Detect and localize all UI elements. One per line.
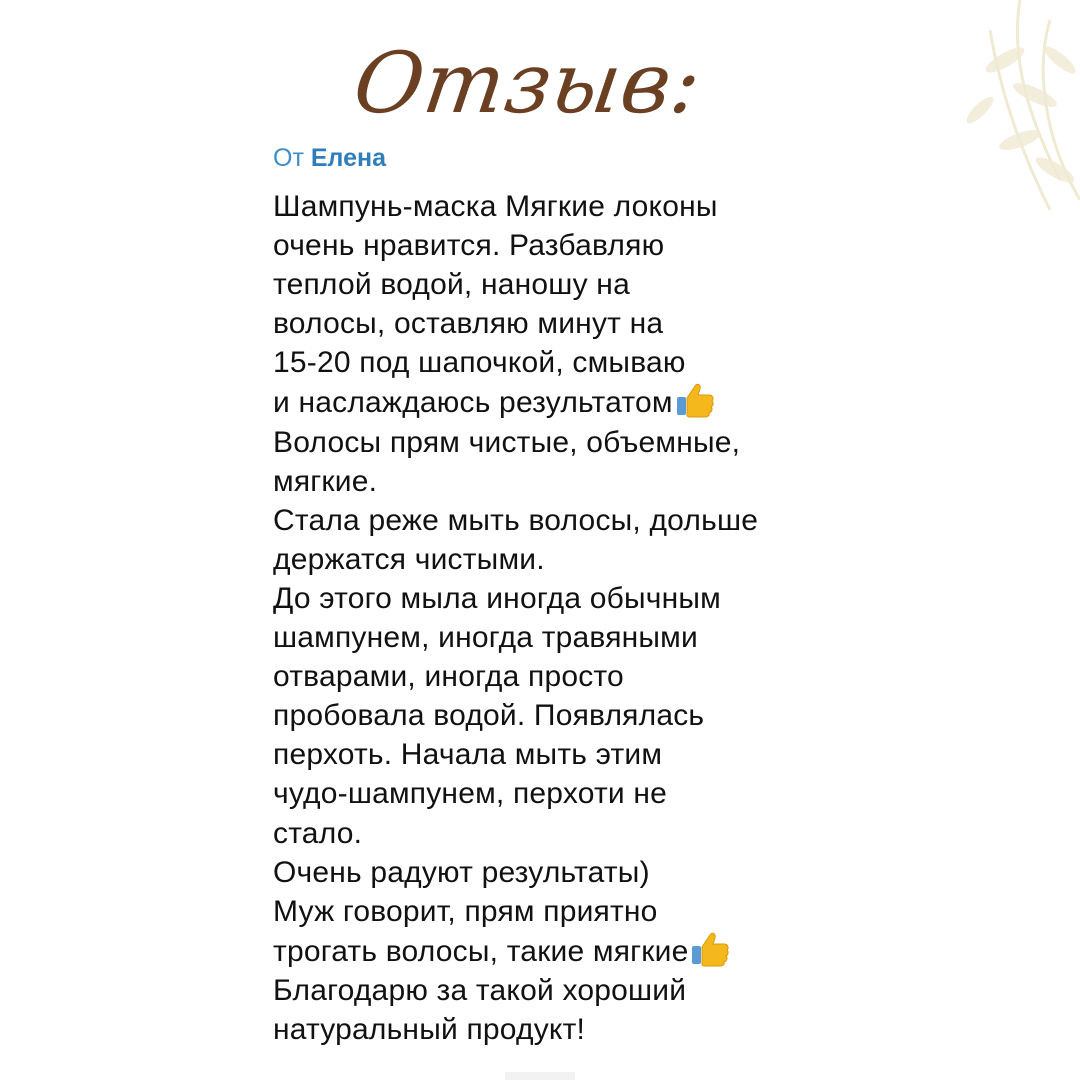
review-line-text: трогать волосы, такие мягкие [273, 934, 689, 968]
author-prefix: От [273, 144, 304, 172]
review-heading: Отзыв: [348, 34, 708, 132]
author-name: Елена [310, 144, 386, 172]
thumbs-up-icon [675, 382, 715, 418]
review-line: мягкие. [273, 464, 378, 498]
review-line: перхоть. Начала мыть этим [273, 738, 663, 772]
review-line: Очень радуют результаты) [273, 855, 650, 889]
review-line: 15-20 под шапочкой, смываю [273, 346, 686, 380]
review-line-with-emoji [273, 931, 833, 971]
review-line: шампунем, иногда травяными [273, 621, 698, 655]
review-line: Благодарю за такой хороший [273, 973, 687, 1007]
review-line: держатся чистыми. [273, 542, 545, 576]
review-line: волосы, оставляю минут на [273, 307, 664, 341]
review-line: Муж говорит, прям приятно [273, 894, 658, 928]
review-line: До этого мыла иногда обычным [273, 581, 721, 615]
review-line: натуральный продукт! [273, 1012, 586, 1046]
review-line: Стала реже мыть волосы, дольше [273, 503, 759, 537]
review-line-with-emoji [273, 382, 833, 422]
review-line: очень нравится. Разбавляю [273, 229, 665, 263]
review-text [273, 187, 833, 1049]
review-line: чудо-шампунем, перхоти не [273, 777, 668, 811]
review-line: стало. [273, 816, 363, 850]
review-line-text: и наслаждаюсь результатом [273, 386, 673, 420]
review-line: пробовала водой. Появлялась [273, 699, 705, 733]
thumbs-up-icon [690, 931, 730, 967]
review-author [273, 141, 386, 175]
decorative-plant-background [820, 0, 1080, 300]
review-line: Шампунь-маска Мягкие локоны [273, 190, 718, 223]
review-line: Волосы прям чистые, объемные, [273, 425, 741, 459]
bottom-divider [505, 1072, 575, 1080]
review-line: отварами, иногда просто [273, 660, 624, 694]
review-line: теплой водой, наношу на [273, 268, 630, 302]
